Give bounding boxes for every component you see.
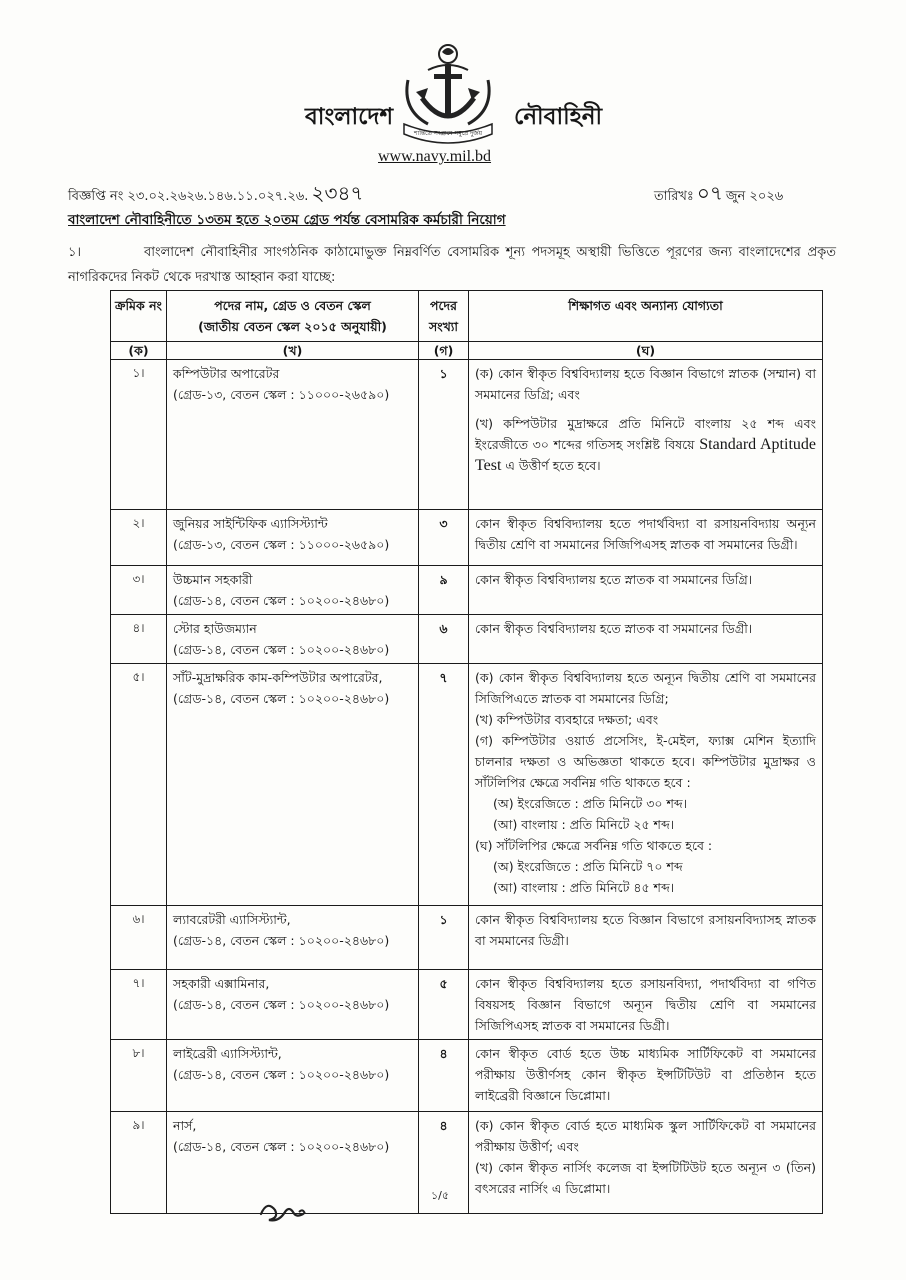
qual-a: (ক) কোন স্বীকৃত বিশ্ববিদ্যালয় হতে অন্যূন দ্বিতীয় শ্রেণি বা সমমানের সিজিপিএতে স্নাতক বা সমমানের ডিগ্রি; <box>475 670 816 706</box>
row-count: ৫ <box>419 970 469 1040</box>
post-name: জুনিয়র সাইন্টিফিক এ্যাসিস্ট্যান্ট <box>173 516 328 531</box>
row-serial: ৭। <box>111 970 167 1040</box>
navy-emblem-icon <box>398 40 498 144</box>
website-link[interactable]: www.navy.mil.bd <box>378 148 492 165</box>
qual-d: (ঘ) সাঁটলিপির ক্ষেত্রে সর্বনিম্ন গতি থাকতে হবে : <box>475 838 713 853</box>
row-qualification: কোন স্বীকৃত বিশ্ববিদ্যালয় হতে বিজ্ঞান বিভাগে রসায়নবিদ্যাসহ স্নাতক বা সমমানের ডিগ্রী। <box>469 906 823 970</box>
notice-headline: বাংলাদেশ নৌবাহিনীতে ১৩তম হতে ২০তম গ্রেড পর্যন্ত বেসামরিক কর্মচারী নিয়োগ <box>68 212 506 228</box>
row-qualification: কোন স্বীকৃত বিশ্ববিদ্যালয় হতে স্নাতক বা সমমানের ডিগ্রী। <box>469 615 823 664</box>
table-row <box>111 1040 823 1112</box>
post-grade: (গ্রেড-১৪, বেতন স্কেল : ১০২০০-২৪৬৮০) <box>173 642 390 657</box>
para-number: ১। <box>68 245 82 260</box>
row-post <box>167 906 419 970</box>
row-serial: ৯। <box>111 1112 167 1214</box>
post-grade: (গ্রেড-১৪, বেতন স্কেল : ১০২০০-২৪৬৮০) <box>173 1139 390 1154</box>
post-name: কম্পিউটার অপারেটর <box>173 366 280 381</box>
row-count: ৪ <box>419 1040 469 1112</box>
post-name: নার্স, <box>173 1118 197 1133</box>
qual-b: (খ) কম্পিউটার ব্যবহারে দক্ষতা; এবং <box>475 712 659 727</box>
row-serial: ৫। <box>111 664 167 906</box>
page-number: ১/৫ <box>431 1189 449 1202</box>
post-grade: (গ্রেড-১৪, বেতন স্কেল : ১০২০০-২৪৬৮০) <box>173 997 390 1012</box>
header-qualification: শিক্ষাগত এবং অন্যান্য যোগ্যতা <box>469 291 823 342</box>
date-label: তারিখঃ <box>654 189 694 204</box>
table-row <box>111 360 823 510</box>
qual-a: (ক) কোন স্বীকৃত বোর্ড হতে মাধ্যমিক স্কুল সার্টিফিকেট বা সমমানের পরীক্ষায় উত্তীর্ণ; এবং <box>475 1118 816 1154</box>
qual-c: (গ) কম্পিউটার ওয়ার্ড প্রসেসিং, ই-মেইল, ফ্যাক্স মেশিন ইত্যাদি চালনার দক্ষতা ও অভিজ্ঞতা থাকতে হবে। কম্পিউটার মুদ্রাক্ষর ও সাঁটলিপির ক্ষেত্রে সর্বনিম্ন গতি থাকতে হবে : <box>475 733 816 790</box>
svg-text:শান্তিতে সংগ্রামে সমুদ্রে দুর্: শান্তিতে সংগ্রামে সমুদ্রে দুর্জয় <box>413 130 483 137</box>
post-name: সহকারী এক্সামিনার, <box>173 976 270 991</box>
table-code-row <box>111 342 823 360</box>
row-post <box>167 1040 419 1112</box>
post-name: লাইব্রেরী এ্যাসিস্ট্যান্ট, <box>173 1046 282 1061</box>
row-post <box>167 664 419 906</box>
row-serial: ৪। <box>111 615 167 664</box>
row-post <box>167 510 419 566</box>
row-count: ৩ <box>419 510 469 566</box>
code-kha: (খ) <box>167 342 419 360</box>
post-name: সাঁট-মুদ্রাক্ষরিক কাম-কম্পিউটার অপারেটর, <box>173 670 383 685</box>
row-count: ৪ <box>419 1112 469 1214</box>
header-count: পদের সংখ্যা <box>419 291 469 342</box>
row-post <box>167 566 419 615</box>
org-name-right: নৌবাহিনী <box>514 104 603 130</box>
row-qualification: কোন স্বীকৃত বিশ্ববিদ্যালয় হতে স্নাতক বা সমমানের ডিগ্রি। <box>469 566 823 615</box>
post-name: ল্যাবরেটরী এ্যাসিস্ট্যান্ট, <box>173 912 291 927</box>
qual-a: (ক) কোন স্বীকৃত বিশ্ববিদ্যালয় হতে বিজ্ঞান বিভাগে স্নাতক (সম্মান) বা সমমানের ডিগ্রি; এবং <box>475 366 816 402</box>
table-row <box>111 510 823 566</box>
table-row <box>111 906 823 970</box>
row-count: ১ <box>419 360 469 510</box>
post-grade: (গ্রেড-১৩, বেতন স্কেল : ১১০০০-২৬৫৯০) <box>173 537 390 552</box>
org-name-left: বাংলাদেশ <box>305 104 394 130</box>
header-serial: ক্রমিক নং <box>111 291 167 342</box>
code-gha: (ঘ) <box>469 342 823 360</box>
intro-paragraph <box>68 240 836 290</box>
header-post-line1: পদের নাম, গ্রেড ও বেতন স্কেল <box>214 298 371 313</box>
header-post-line2: (জাতীয় বেতন স্কেল ২০১৫ অনুযায়ী) <box>198 319 387 334</box>
post-name: উচ্চমান সহকারী <box>173 572 253 587</box>
qual-b: (খ) কম্পিউটার মুদ্রাক্ষরে প্রতি মিনিটে বাংলায় ২৫ শব্দ এবং ইংরেজীতে ৩০ শব্দের গতিসহ সংশ্লিষ্ট বিষয়ে Standard Aptitude Test এ উত্তীর্ণ হতে হবে। <box>475 416 816 474</box>
table-header-row <box>111 291 823 342</box>
date-month-year: জুন ২০২৬ <box>725 189 784 204</box>
qual-c1: (অ) ইংরেজিতে : প্রতি মিনিটে ৩০ শব্দ। <box>493 796 688 811</box>
code-ga: (গ) <box>419 342 469 360</box>
row-serial: ৬। <box>111 906 167 970</box>
header-post <box>167 291 419 342</box>
table-row <box>111 970 823 1040</box>
table-row <box>111 566 823 615</box>
post-grade: (গ্রেড-১৪, বেতন স্কেল : ১০২০০-২৪৬৮০) <box>173 933 390 948</box>
memo-number <box>68 179 363 212</box>
post-grade: (গ্রেড-১৪, বেতন স্কেল : ১০২০০-২৪৬৮০) <box>173 691 390 706</box>
row-post <box>167 615 419 664</box>
qual-c2: (আ) বাংলায় : প্রতি মিনিটে ২৫ শব্দ। <box>493 817 675 832</box>
intro-text: বাংলাদেশ নৌবাহিনীর সাংগঠনিক কাঠামোভুক্ত নিম্নবর্ণিত বেসামরিক শূন্য পদসমূহ অস্থায়ী ভিত্তিতে পূরণের জন্য বাংলাদেশের প্রকৃত নাগরিকদের নিকট থেকে দরখাস্ত আহ্বান করা যাচ্ছে: <box>68 245 836 285</box>
qual-d1: (অ) ইংরেজিতে : প্রতি মিনিটে ৭০ শব্দ <box>493 859 683 874</box>
table-row <box>111 1112 823 1214</box>
vacancy-table <box>110 290 823 1214</box>
post-grade: (গ্রেড-১৩, বেতন স্কেল : ১১০০০-২৬৫৯০) <box>173 387 390 402</box>
memo-label: বিজ্ঞপ্তি নং ২৩.০২.২৬২৬.১৪৬.১১.০২৭.২৬. <box>68 189 309 204</box>
memo-handwritten-number: ২৩৪৭ <box>311 183 364 205</box>
memo-date <box>654 179 783 212</box>
row-count: ৯ <box>419 566 469 615</box>
row-serial: ৮। <box>111 1040 167 1112</box>
row-count: ১ <box>419 906 469 970</box>
row-qualification: কোন স্বীকৃত বিশ্ববিদ্যালয় হতে পদার্থবিদ্যা বা রসায়নবিদ্যায় অন্যূন দ্বিতীয় শ্রেণি বা সমমানের সিজিপিএসহ স্নাতক বা সমমানের ডিগ্রী। <box>469 510 823 566</box>
row-post <box>167 360 419 510</box>
row-serial: ৩। <box>111 566 167 615</box>
row-qualification <box>469 664 823 906</box>
qual-b-english: Standard Aptitude Test <box>475 436 816 474</box>
row-qualification <box>469 1112 823 1214</box>
table-row <box>111 664 823 906</box>
post-grade: (গ্রেড-১৪, বেতন স্কেল : ১০২০০-২৪৬৮০) <box>173 1067 390 1082</box>
post-name: স্টোর হাউজম্যান <box>173 621 257 636</box>
table-row <box>111 615 823 664</box>
row-count: ৬ <box>419 615 469 664</box>
row-post <box>167 970 419 1040</box>
qual-d2: (আ) বাংলায় : প্রতি মিনিটে ৪৫ শব্দ। <box>493 880 675 895</box>
row-serial: ১। <box>111 360 167 510</box>
row-qualification <box>469 360 823 510</box>
qual-b: (খ) কোন স্বীকৃত নার্সিং কলেজ বা ইন্সটিটিউট হতে অন্যূন ৩ (তিন) বৎসরের নার্সিং এ ডিপ্লোমা। <box>475 1160 816 1196</box>
row-qualification: কোন স্বীকৃত বিশ্ববিদ্যালয় হতে রসায়নবিদ্যা, পদার্থবিদ্যা বা গণিত বিষয়সহ বিজ্ঞান বিভাগে অন্যূন দ্বিতীয় শ্রেণি বা সমমানের সিজিপিএসহ স্নাতক বা সমমানের ডিগ্রী। <box>469 970 823 1040</box>
row-qualification: কোন স্বীকৃত বোর্ড হতে উচ্চ মাধ্যমিক সার্টিফিকেট বা সমমানের পরীক্ষায় উত্তীর্ণসহ কোন স্বীকৃত ইন্সটিটিউট বা প্রতিষ্ঠান হতে লাইব্রেরী বিজ্ঞানে ডিপ্লোমা। <box>469 1040 823 1112</box>
signature-initial <box>255 1192 325 1228</box>
date-day: ০৭ <box>696 183 723 205</box>
row-count: ৭ <box>419 664 469 906</box>
code-ka: (ক) <box>111 342 167 360</box>
row-serial: ২। <box>111 510 167 566</box>
post-grade: (গ্রেড-১৪, বেতন স্কেল : ১০২০০-২৪৬৮০) <box>173 593 390 608</box>
